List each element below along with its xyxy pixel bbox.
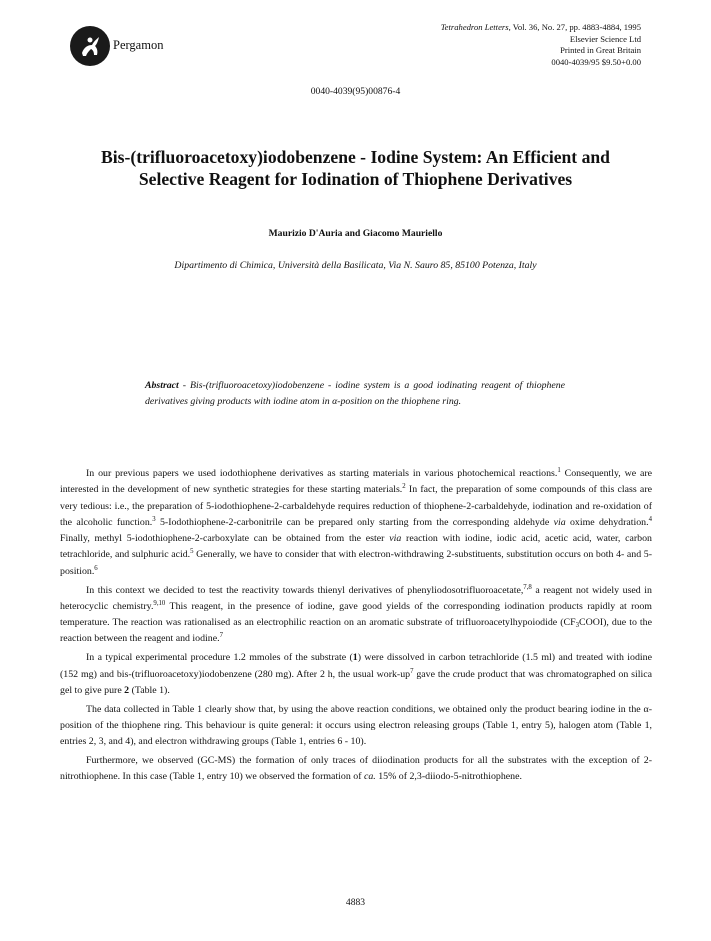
- pergamon-logo: [70, 26, 110, 66]
- authors: Maurizio D'Auria and Giacomo Mauriello: [268, 228, 443, 239]
- ref-7b: 7: [410, 667, 414, 675]
- ref-3: 3: [152, 515, 156, 523]
- ref-2: 2: [402, 483, 406, 491]
- body-text: [60, 466, 652, 788]
- paragraph-2: In this context we decided to test the reactivity towards thienyl derivatives of phenyliodosotrifluoroacetate,$^{7,8}$ a reagent not widely used in heterocyclic chemistry.$^{9,10}$ This reagent, in the presence of iodine, gave good yields of the corresponding iodination products rapidly at room temperature. The reaction was rationalised as an electrophilic reaction on an aromatic substrate of trifluoroacetylhypoiodide $(CF_3COOI)$, due to the reaction between the reagent and iodine.$^7$: [60, 583, 652, 645]
- publisher-name: Pergamon: [113, 38, 164, 52]
- paragraph-5: Furthermore, we observed (GC-MS) the formation of only traces of diiodination products for all the substrates with the exception of 2-nitrothiophene. In this case (Table 1, entry 10) we observed the formation of ca. 15% of 2,3-diiodo-5-nitrothiophene.: [60, 755, 652, 783]
- printed-line: Printed in Great Britain: [560, 45, 641, 55]
- title-line-1: Bis-(trifluoroacetoxy)iodobenzene - Iodine System: An Efficient and: [101, 147, 610, 167]
- paragraph-3: In a typical experimental procedure 1.2 mmoles of the substrate (1) were dissolved in carbon tetrachloride (1.5 ml) and treated with iodine (152 mg) and bis-(trifluoroacetoxy)iodobenzene (280 mg). After 2 h, the usual work-$up^7$ gave the crude product that was chromatographed on silica gel to give pure 2 (Table 1).: [60, 652, 652, 696]
- article-doi: 0040-4039(95)00876-4: [310, 86, 401, 97]
- issn-price-line: 0040-4039/95 $9.50+0.00: [551, 56, 641, 67]
- publisher-line: Elsevier Science Ltd: [569, 33, 641, 44]
- abstract-text: - Bis-(trifluoroacetoxy)iodobenzene - iodine system is a good iodinating reagent of thiophene derivatives giving products with iodine atom in α-position on the thiophene ring.: [145, 380, 565, 408]
- horseman-icon: [78, 33, 102, 59]
- ref-6: 6: [94, 564, 98, 572]
- paragraph-4: The data collected in Table 1 clearly show that, by using the above reaction conditions, we obtained only the product bearing iodine in the α-position of the thiophene ring. This behaviour is quite general: it occurs using electron releasing groups (Table 1, entry 5), halogen atom (Table 1, entries 2, 3, and 4), and electron withdrawing groups (Table 1, entries 6 - 10).: [60, 703, 652, 748]
- compound-2: 2: [124, 684, 130, 696]
- paper-title: [60, 146, 651, 190]
- affiliation: Dipartimento di Chimica, Università della Basilicata, Via N. Sauro 85, 85100 Potenza, Italy: [174, 260, 537, 271]
- ref-7: 7: [219, 632, 223, 640]
- journal-info: [321, 22, 641, 68]
- ref-5: 5: [190, 548, 194, 556]
- abstract-label: Abstract: [145, 380, 179, 391]
- title-line-2: Selective Reagent for Iodination of Thiophene Derivatives: [138, 169, 573, 189]
- ref-4: 4: [648, 515, 652, 523]
- ref-7-8: 7,8: [523, 583, 532, 591]
- journal-name: Tetrahedron Letters: [440, 22, 509, 32]
- ref-9-10: 9,10: [153, 599, 166, 607]
- compound-1: 1: [352, 652, 358, 664]
- journal-citation: Tetrahedron Letters, Vol. 36, No. 27, pp. 4883-4884, 1995: [440, 22, 641, 32]
- abstract: [145, 378, 565, 411]
- ref-1: 1: [557, 467, 561, 474]
- paragraph-1: In our previous papers we used iodothiophene derivatives as starting materials in various photochemical reactions.$^1$ Consequently, we are interested in the development of new synthetic strategies for these starting materials.$^2$ In fact, the preparation of some compounds of this class are very tedious: i.e., the preparation of 5-iodothiophene-2-carbaldehyde requires reduction of thiophene-2-carbaldehyde, iodination and re-oxidation of the alcoholic function.$^3$ 5-Iodothiophene-2-carbonitrile can be prepared only starting from the corresponding aldehyde via oxime dehydration.$^4$ Finally, methyl 5-iodothiophene-2-carboxylate can be obtained from the ester via reaction with iodine, iodic acid, acetic acid, water, carbon tetrachloride, and sulphuric acid.$^5$ Generally, we have to consider that with electron-withdrawing 2-substituents, substitution occurs on both 4- and 5-position.$^6$: [60, 467, 652, 577]
- page-number: 4883: [345, 897, 366, 908]
